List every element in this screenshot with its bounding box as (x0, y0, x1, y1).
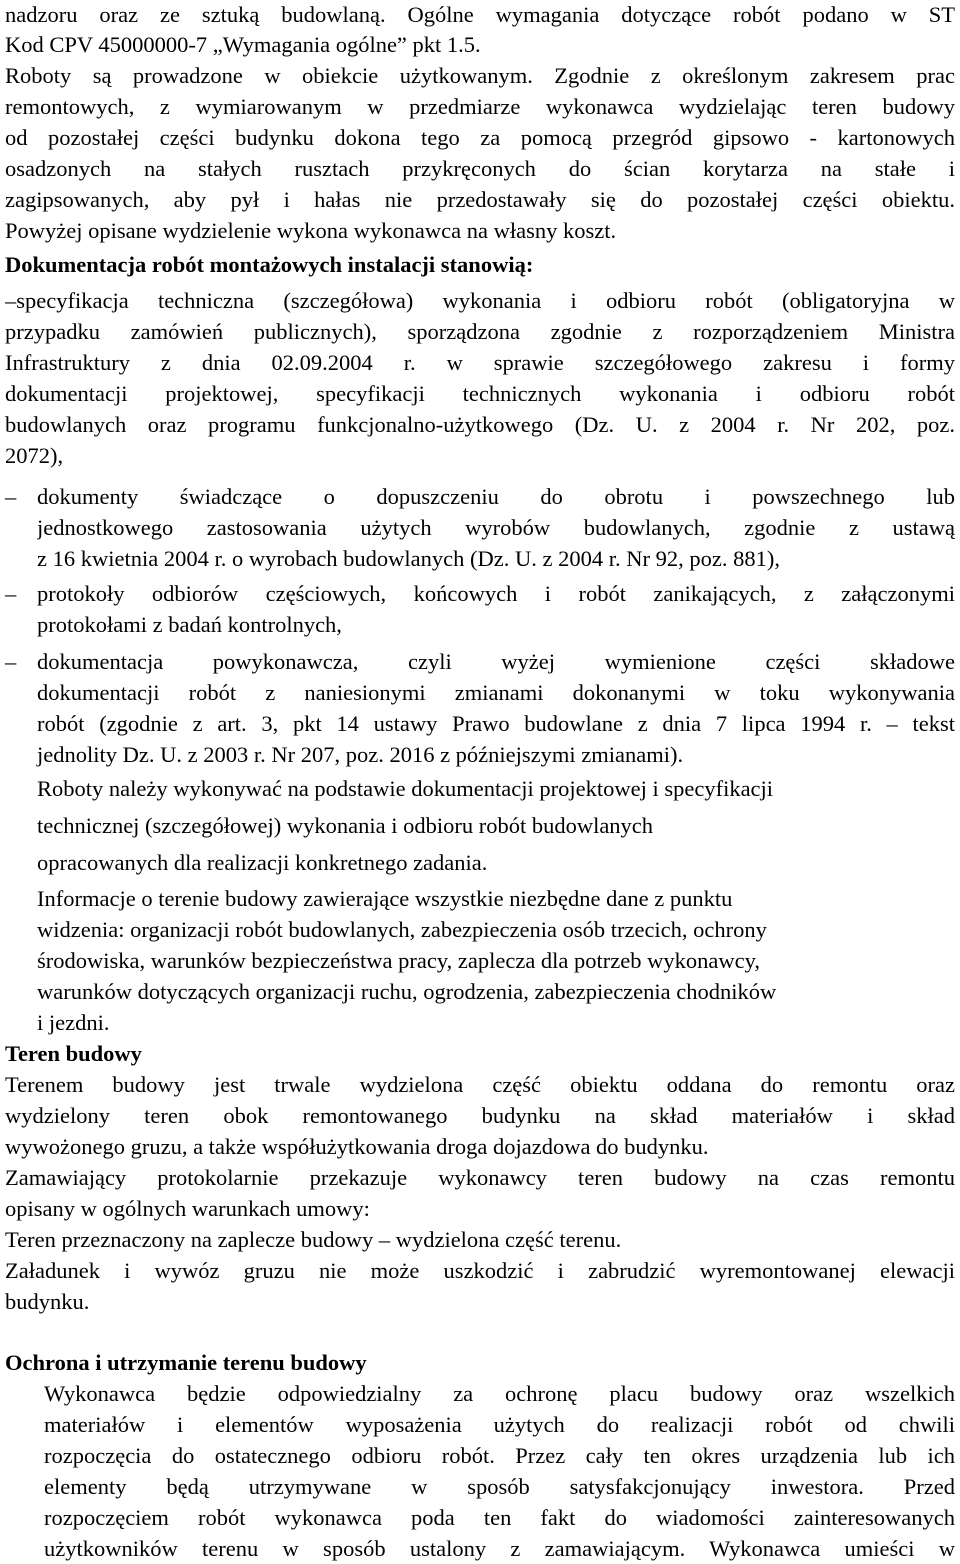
text-line: Kod CPV 45000000-7 „Wymagania ogólne” pkt 1.5. (5, 32, 481, 57)
text-line: rozpoczęcia do ostatecznego odbioru robót. Przez cały ten okres urządzenia lub ich (44, 1443, 955, 1468)
text-line: Załadunek i wywóz gruzu nie może uszkodzić i zabrudzić wyremontowanej elewacji (5, 1258, 955, 1283)
text-line: warunków dotyczących organizacji ruchu, ogrodzenia, zabezpieczenia chodników (37, 979, 777, 1004)
text-line: Wykonawca będzie odpowiedzialny za ochronę placu budowy oraz wszelkich (44, 1381, 955, 1406)
text-line: widzenia: organizacji robót budowlanych, zabezpieczenia osób trzecich, ochrony (37, 917, 767, 942)
text-line: osadzonych na stałych rusztach przykręconych do ścian korytarza na stałe i (5, 156, 955, 181)
bullet-dash: – (5, 484, 17, 509)
text-line: opisany w ogólnych warunkach umowy: (5, 1196, 370, 1221)
text-line: Roboty należy wykonywać na podstawie dokumentacji projektowej i specyfikacji (37, 776, 774, 801)
text-line: użytkowników terenu w sposób ustalony z zamawiającym. Wykonawca umieści w (44, 1536, 955, 1561)
bullet-line: dokumentacji robót z naniesionymi zmianami dokonanymi w toku wykonywania (37, 680, 955, 705)
bullet-dash: – (5, 649, 17, 674)
bullet-line: robót (zgodnie z art. 3, pkt 14 ustawy Prawo budowlane z dnia 7 lipca 1994 r. – tekst (37, 711, 955, 736)
text-line: budowlanych oraz programu funkcjonalno-użytkowego (Dz. U. z 2004 r. Nr 202, poz. (5, 412, 955, 437)
text-line: materiałów i elementów wyposażenia użytych do realizacji robót od chwili (44, 1412, 955, 1437)
text-line: budynku. (5, 1289, 90, 1314)
bullet-dash: – (5, 581, 17, 606)
text-line: wywożonego gruzu, a także współużytkowania droga dojazdowa do budynku. (5, 1134, 709, 1159)
text-line: dokumentacji projektowej, specyfikacji technicznych wykonania i odbioru robót (5, 381, 955, 406)
bullet-line: protokołami z badań kontrolnych, (37, 612, 342, 637)
bullet-line: jednolity Dz. U. z 2003 r. Nr 207, poz. 2016 z późniejszymi zmianami). (37, 742, 684, 767)
text-line: Teren przeznaczony na zaplecze budowy – wydzielona część terenu. (5, 1227, 622, 1252)
bullet-line: jednostkowego zastosowania użytych wyrobów budowlanych, zgodnie z ustawą (37, 515, 955, 540)
text-line: Zamawiający protokolarnie przekazuje wykonawcy teren budowy na czas remontu (5, 1165, 955, 1190)
text-line: opracowanych dla realizacji konkretnego zadania. (37, 850, 488, 875)
text-line: Powyżej opisane wydzielenie wykona wykonawca na własny koszt. (5, 218, 617, 243)
text-line: nadzoru oraz ze sztuką budowlaną. Ogólne wymagania dotyczące robót podano w ST (5, 2, 955, 27)
text-line: środowiska, warunków bezpieczeństwa pracy, zaplecza dla potrzeb wykonawcy, (37, 948, 761, 973)
bullet-line: z 16 kwietnia 2004 r. o wyrobach budowlanych (Dz. U. z 2004 r. Nr 92, poz. 881), (37, 546, 780, 571)
section-heading-teren-budowy: Teren budowy (5, 1041, 142, 1066)
text-line: od pozostałej części budynku dokona tego za pomocą przegród gipsowo - kartonowych (5, 125, 955, 150)
text-line: i jezdni. (37, 1010, 110, 1035)
text-line: –specyfikacja techniczna (szczegółowa) wykonania i odbioru robót (obligatoryjna w (5, 288, 955, 313)
section-heading-ochrona: Ochrona i utrzymanie terenu budowy (5, 1350, 367, 1375)
text-line: Terenem budowy jest trwale wydzielona część obiektu oddana do remontu oraz (5, 1072, 955, 1097)
section-heading-dokumentacja: Dokumentacja robót montażowych instalacji stanowią: (5, 252, 534, 277)
text-line: Informacje o terenie budowy zawierające wszystkie niezbędne dane z punktu (37, 886, 733, 911)
text-line: remontowych, z wymiarowanym w przedmiarze wykonawca wydzielając teren budowy (5, 94, 955, 119)
text-line: przypadku zamówień publicznych), sporządzona zgodnie z rozporządzeniem Ministra (5, 319, 955, 344)
bullet-line: protokoły odbiorów częściowych, końcowych i robót zanikających, z załączonymi (37, 581, 955, 606)
text-line: elementy będą utrzymywane w sposób satysfakcjonujący inwestora. Przed (44, 1474, 955, 1499)
bullet-line: dokumenty świadczące o dopuszczeniu do obrotu i powszechnego lub (37, 484, 955, 509)
text-line: zagipsowanych, aby pył i hałas nie przedostawały się do pozostałej części obiektu. (5, 187, 955, 212)
bullet-line: dokumentacja powykonawcza, czyli wyżej wymienione części składowe (37, 649, 955, 674)
text-line: rozpoczęciem robót wykonawca poda ten fakt do wiadomości zainteresowanych (44, 1505, 955, 1530)
text-line: wydzielony teren obok remontowanego budynku na skład materiałów i skład (5, 1103, 955, 1128)
text-line: 2072), (5, 443, 64, 468)
text-line: technicznej (szczegółowej) wykonania i odbioru robót budowlanych (37, 813, 654, 838)
text-line: Roboty są prowadzone w obiekcie użytkowanym. Zgodnie z określonym zakresem prac (5, 63, 955, 88)
text-line: Infrastruktury z dnia 02.09.2004 r. w sprawie szczegółowego zakresu i formy (5, 350, 955, 375)
